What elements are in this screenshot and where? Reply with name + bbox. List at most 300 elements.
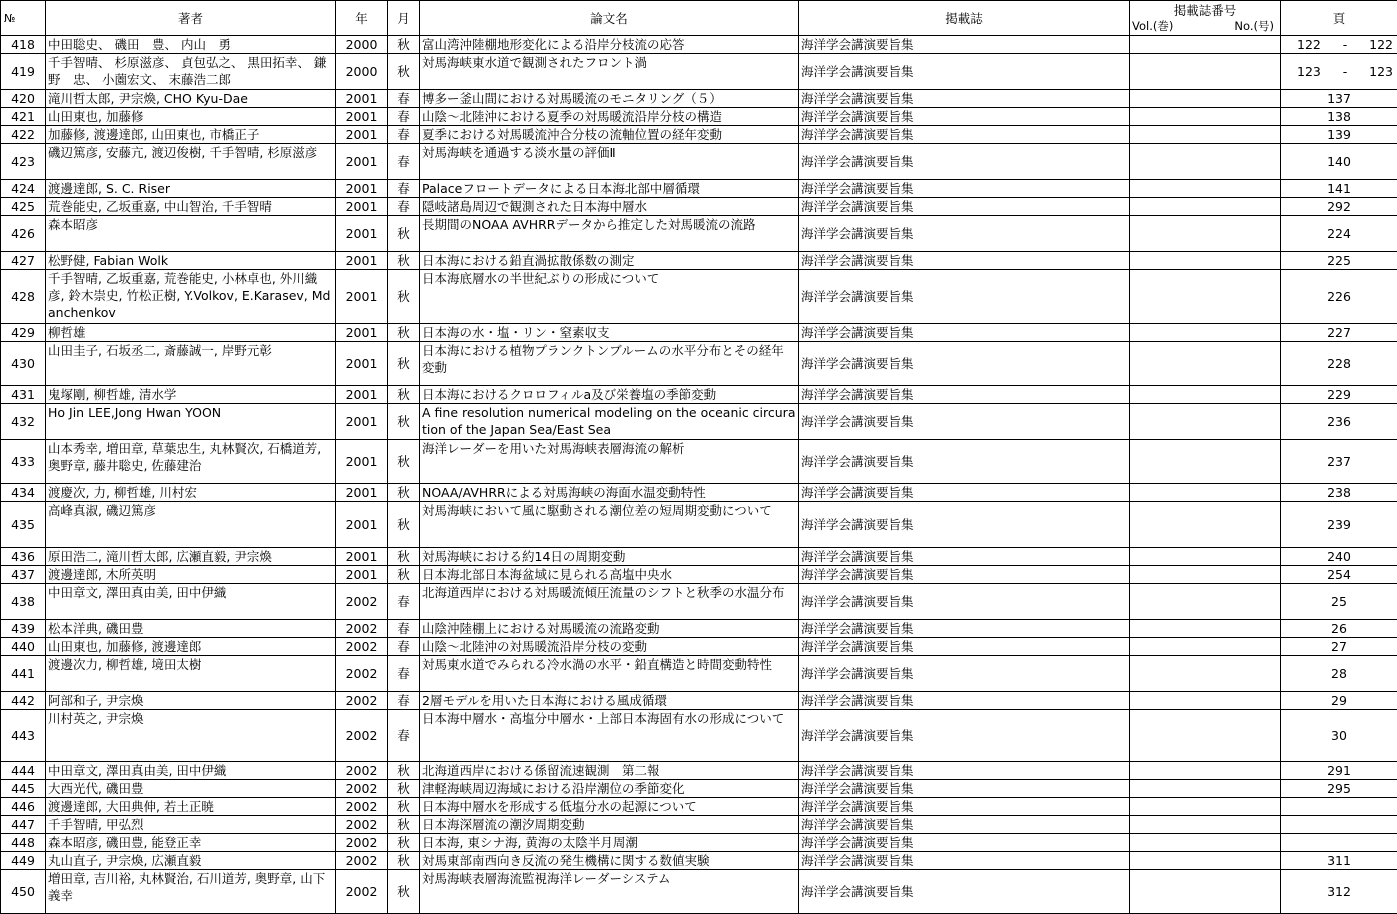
header-num: No.(号)	[1234, 19, 1274, 33]
row-year: 2001	[336, 252, 388, 270]
row-year: 2001	[336, 126, 388, 144]
row-title: 山陰沖陸棚上における対馬暖流の流路変動	[420, 620, 799, 638]
row-title: 隠岐諸島周辺で観測された日本海中層水	[420, 198, 799, 216]
row-author: 大西光代, 磯田豊	[46, 780, 336, 798]
row-page: 227	[1281, 324, 1397, 342]
row-title: 日本海における植物プランクトンブルームの水平分布とその経年変動	[420, 342, 799, 386]
table-row	[1, 692, 1397, 710]
row-journal: 海洋学会講演要旨集	[799, 216, 1130, 252]
row-title: 津軽海峡周辺海域における沿岸潮位の季節変化	[420, 780, 799, 798]
table-row	[1, 834, 1397, 852]
row-page: 224	[1281, 216, 1397, 252]
page-to: 123	[1369, 64, 1393, 79]
row-volume	[1130, 90, 1281, 108]
row-page: 236	[1281, 404, 1397, 440]
row-month: 春	[388, 710, 420, 762]
row-no: 443	[1, 710, 46, 762]
row-volume	[1130, 584, 1281, 620]
row-journal: 海洋学会講演要旨集	[799, 798, 1130, 816]
table-row	[1, 502, 1397, 548]
row-author: 増田章, 吉川裕, 丸林賢治, 石川道芳, 奥野章, 山下義幸	[46, 870, 336, 914]
row-volume	[1130, 656, 1281, 692]
row-month: 秋	[388, 816, 420, 834]
row-page: 225	[1281, 252, 1397, 270]
row-journal: 海洋学会講演要旨集	[799, 656, 1130, 692]
row-author: 松野健, Fabian Wolk	[46, 252, 336, 270]
row-no: 447	[1, 816, 46, 834]
row-title: 対馬海峡において風に駆動される潮位差の短周期変動について	[420, 502, 799, 548]
row-page: 238	[1281, 484, 1397, 502]
row-author: 滝川哲太郎, 尹宗煥, CHO Kyu-Dae	[46, 90, 336, 108]
row-page: 239	[1281, 502, 1397, 548]
row-page: 291	[1281, 762, 1397, 780]
row-page: 140	[1281, 144, 1397, 180]
row-no: 422	[1, 126, 46, 144]
row-title: 長期間のNOAA AVHRRデータから推定した対馬暖流の流路	[420, 216, 799, 252]
row-page: 27	[1281, 638, 1397, 656]
table-row	[1, 566, 1397, 584]
row-volume	[1130, 324, 1281, 342]
row-volume	[1130, 342, 1281, 386]
page-from: 123	[1297, 64, 1321, 79]
row-title: 北海道西岸における対馬暖流傾圧流量のシフトと秋季の水温分布	[420, 584, 799, 620]
row-journal: 海洋学会講演要旨集	[799, 252, 1130, 270]
row-title: 2層モデルを用いた日本海における風成循環	[420, 692, 799, 710]
row-title: 対馬海峡表層海流監視海洋レーダーシステム	[420, 870, 799, 914]
row-author: 山田東也, 加藤修	[46, 108, 336, 126]
row-volume	[1130, 180, 1281, 198]
row-title: 日本海におけるクロロフィルa及び栄養塩の季節変動	[420, 386, 799, 404]
table-row	[1, 780, 1397, 798]
row-journal: 海洋学会講演要旨集	[799, 270, 1130, 324]
row-no: 427	[1, 252, 46, 270]
row-title: 対馬東部南西向き反流の発生機構に関する数値実験	[420, 852, 799, 870]
row-page: 26	[1281, 620, 1397, 638]
row-month: 秋	[388, 762, 420, 780]
row-volume	[1130, 620, 1281, 638]
row-year: 2002	[336, 620, 388, 638]
row-no: 423	[1, 144, 46, 180]
row-journal: 海洋学会講演要旨集	[799, 502, 1130, 548]
row-year: 2002	[336, 762, 388, 780]
row-title: 海洋レーダーを用いた対馬海峡表層海流の解析	[420, 440, 799, 484]
row-page: 237	[1281, 440, 1397, 484]
table-row	[1, 852, 1397, 870]
row-author: 山田東也, 加藤修, 渡邊達郎	[46, 638, 336, 656]
row-year: 2002	[336, 638, 388, 656]
header-title: 論文名	[420, 1, 799, 36]
row-volume	[1130, 798, 1281, 816]
row-year: 2001	[336, 324, 388, 342]
row-month: 秋	[388, 870, 420, 914]
row-month: 春	[388, 108, 420, 126]
row-author: 荒巻能史, 乙坂重嘉, 中山智治, 千手智晴	[46, 198, 336, 216]
row-journal: 海洋学会講演要旨集	[799, 692, 1130, 710]
row-volume	[1130, 126, 1281, 144]
row-month: 秋	[388, 780, 420, 798]
row-title: 富山湾沖陸棚地形変化による沿岸分枝流の応答	[420, 36, 799, 54]
row-volume	[1130, 198, 1281, 216]
table-row	[1, 36, 1397, 54]
row-author: 高峰真淑, 磯辺篤彦	[46, 502, 336, 548]
row-year: 2001	[336, 386, 388, 404]
row-no: 425	[1, 198, 46, 216]
row-no: 430	[1, 342, 46, 386]
row-author: 中田章文, 澤田真由美, 田中伊織	[46, 762, 336, 780]
row-page	[1281, 54, 1397, 90]
table-row	[1, 548, 1397, 566]
row-no: 442	[1, 692, 46, 710]
row-title: A fine resolution numerical modeling on the oceanic circuration of the Japan Sea/East Sea	[420, 404, 799, 440]
row-title: 日本海, 東シナ海, 黄海の太陰半月周潮	[420, 834, 799, 852]
row-page: 292	[1281, 198, 1397, 216]
row-author: 渡邊達郎, 木所英明	[46, 566, 336, 584]
header-issue-label: 掲載誌番号	[1173, 3, 1237, 18]
row-author: 柳哲雄	[46, 324, 336, 342]
row-year: 2001	[336, 566, 388, 584]
row-no: 433	[1, 440, 46, 484]
row-volume	[1130, 870, 1281, 914]
row-year: 2002	[336, 816, 388, 834]
header-vol: Vol.(巻)	[1132, 19, 1174, 33]
row-page	[1281, 36, 1397, 54]
row-title: 日本海深層流の潮汐周期変動	[420, 816, 799, 834]
row-month: 春	[388, 692, 420, 710]
row-year: 2002	[336, 584, 388, 620]
table-row	[1, 108, 1397, 126]
row-page: 29	[1281, 692, 1397, 710]
row-no: 434	[1, 484, 46, 502]
row-title: 山陰～北陸沖の対馬暖流沿岸分枝の変動	[420, 638, 799, 656]
row-volume	[1130, 762, 1281, 780]
header-month: 月	[388, 1, 420, 36]
row-year: 2001	[336, 440, 388, 484]
row-page: 240	[1281, 548, 1397, 566]
row-year: 2002	[336, 852, 388, 870]
row-no: 421	[1, 108, 46, 126]
row-page: 141	[1281, 180, 1397, 198]
row-page: 295	[1281, 780, 1397, 798]
row-journal: 海洋学会講演要旨集	[799, 108, 1130, 126]
row-journal: 海洋学会講演要旨集	[799, 710, 1130, 762]
row-no: 428	[1, 270, 46, 324]
row-title: Palaceフロートデータによる日本海北部中層循環	[420, 180, 799, 198]
table-body	[1, 36, 1397, 914]
row-month: 秋	[388, 852, 420, 870]
row-no: 420	[1, 90, 46, 108]
row-no: 426	[1, 216, 46, 252]
row-page: 30	[1281, 710, 1397, 762]
row-no: 436	[1, 548, 46, 566]
table-row	[1, 440, 1397, 484]
table-row	[1, 816, 1397, 834]
row-month: 春	[388, 90, 420, 108]
row-title: 対馬海峡を通過する淡水量の評価Ⅱ	[420, 144, 799, 180]
row-title: 博多ー釜山間における対馬暖流のモニタリング（５）	[420, 90, 799, 108]
table-row	[1, 342, 1397, 386]
table-row	[1, 386, 1397, 404]
table-row	[1, 270, 1397, 324]
table-row	[1, 198, 1397, 216]
row-journal: 海洋学会講演要旨集	[799, 834, 1130, 852]
row-title: 夏季における対馬暖流沖合分枝の流軸位置の経年変動	[420, 126, 799, 144]
row-month: 春	[388, 180, 420, 198]
row-year: 2002	[336, 692, 388, 710]
row-month: 秋	[388, 798, 420, 816]
table-row	[1, 620, 1397, 638]
row-page: 229	[1281, 386, 1397, 404]
row-month: 秋	[388, 252, 420, 270]
header-year: 年	[336, 1, 388, 36]
row-journal: 海洋学会講演要旨集	[799, 36, 1130, 54]
row-author: 丸山直子, 尹宗煥, 広瀬直毅	[46, 852, 336, 870]
row-author: 松本洋典, 磯田豊	[46, 620, 336, 638]
header-row	[1, 1, 1397, 36]
row-page: 139	[1281, 126, 1397, 144]
row-volume	[1130, 834, 1281, 852]
row-page	[1281, 798, 1397, 816]
row-volume	[1130, 692, 1281, 710]
table-row	[1, 54, 1397, 90]
row-title: 対馬海峡東水道で観測されたフロント渦	[420, 54, 799, 90]
page-from: 122	[1297, 37, 1321, 52]
row-month: 春	[388, 656, 420, 692]
row-no: 432	[1, 404, 46, 440]
row-no: 441	[1, 656, 46, 692]
row-no: 419	[1, 54, 46, 90]
table-row	[1, 656, 1397, 692]
page-sep: -	[1342, 37, 1348, 52]
row-title: 日本海における鉛直渦拡散係数の測定	[420, 252, 799, 270]
row-page: 28	[1281, 656, 1397, 692]
table-row	[1, 798, 1397, 816]
row-journal: 海洋学会講演要旨集	[799, 90, 1130, 108]
row-volume	[1130, 252, 1281, 270]
row-year: 2002	[336, 656, 388, 692]
row-journal: 海洋学会講演要旨集	[799, 870, 1130, 914]
row-title: 対馬東水道でみられる冷水渦の水平・鉛直構造と時間変動特性	[420, 656, 799, 692]
row-author: 原田浩二, 滝川哲太郎, 広瀬直毅, 尹宗煥	[46, 548, 336, 566]
row-author: 森本昭彦	[46, 216, 336, 252]
row-journal: 海洋学会講演要旨集	[799, 584, 1130, 620]
row-no: 450	[1, 870, 46, 914]
row-no: 449	[1, 852, 46, 870]
row-title: NOAA/AVHRRによる対馬海峡の海面水温変動特性	[420, 484, 799, 502]
row-month: 春	[388, 620, 420, 638]
row-author: 中田聡史、 磯田 豊、 内山 勇	[46, 36, 336, 54]
row-year: 2001	[336, 484, 388, 502]
row-author: 川村英之, 尹宗煥	[46, 710, 336, 762]
table-row	[1, 180, 1397, 198]
header-author: 著者	[46, 1, 336, 36]
row-title: 対馬海峡における約14日の周期変動	[420, 548, 799, 566]
row-no: 445	[1, 780, 46, 798]
row-author: 中田章文, 澤田真由美, 田中伊織	[46, 584, 336, 620]
row-author: 磯辺篤彦, 安藤亢, 渡辺俊樹, 千手智晴, 杉原滋彦	[46, 144, 336, 180]
row-volume	[1130, 548, 1281, 566]
row-journal: 海洋学会講演要旨集	[799, 780, 1130, 798]
row-author: 山本秀幸, 増田章, 草葉忠生, 丸林賢次, 石橋道芳, 奥野章, 藤井聡史, 佐藤建治	[46, 440, 336, 484]
row-journal: 海洋学会講演要旨集	[799, 638, 1130, 656]
row-journal: 海洋学会講演要旨集	[799, 816, 1130, 834]
row-no: 435	[1, 502, 46, 548]
row-volume	[1130, 54, 1281, 90]
row-page: 254	[1281, 566, 1397, 584]
page-range	[1283, 36, 1395, 53]
row-year: 2000	[336, 36, 388, 54]
row-month: 秋	[388, 548, 420, 566]
row-year: 2002	[336, 834, 388, 852]
row-month: 春	[388, 584, 420, 620]
row-page: 228	[1281, 342, 1397, 386]
row-page: 25	[1281, 584, 1397, 620]
row-year: 2001	[336, 198, 388, 216]
row-month: 春	[388, 144, 420, 180]
header-no: №	[1, 1, 46, 36]
row-volume	[1130, 484, 1281, 502]
header-page: 頁	[1281, 1, 1397, 36]
row-volume	[1130, 780, 1281, 798]
row-journal: 海洋学会講演要旨集	[799, 620, 1130, 638]
row-month: 秋	[388, 216, 420, 252]
row-no: 431	[1, 386, 46, 404]
row-journal: 海洋学会講演要旨集	[799, 548, 1130, 566]
row-month: 春	[388, 638, 420, 656]
row-author: 渡邊達郎, S. C. Riser	[46, 180, 336, 198]
row-journal: 海洋学会講演要旨集	[799, 144, 1130, 180]
row-volume	[1130, 566, 1281, 584]
row-year: 2001	[336, 404, 388, 440]
row-month: 秋	[388, 502, 420, 548]
row-journal: 海洋学会講演要旨集	[799, 180, 1130, 198]
row-volume	[1130, 144, 1281, 180]
row-year: 2001	[336, 144, 388, 180]
row-no: 437	[1, 566, 46, 584]
row-author: Ho Jin LEE,Jong Hwan YOON	[46, 404, 336, 440]
row-year: 2001	[336, 216, 388, 252]
row-month: 秋	[388, 484, 420, 502]
row-title: 日本海北部日本海盆域に見られる高塩中央水	[420, 566, 799, 584]
row-journal: 海洋学会講演要旨集	[799, 762, 1130, 780]
row-journal: 海洋学会講演要旨集	[799, 404, 1130, 440]
table-row	[1, 324, 1397, 342]
row-title: 日本海中層水・高塩分中層水・上部日本海固有水の形成について	[420, 710, 799, 762]
row-title: 北海道西岸における係留流速観測 第二報	[420, 762, 799, 780]
row-page: 138	[1281, 108, 1397, 126]
row-month: 秋	[388, 404, 420, 440]
row-no: 444	[1, 762, 46, 780]
table-row	[1, 710, 1397, 762]
row-month: 秋	[388, 54, 420, 90]
row-year: 2001	[336, 270, 388, 324]
row-year: 2002	[336, 780, 388, 798]
row-volume	[1130, 36, 1281, 54]
row-journal: 海洋学会講演要旨集	[799, 386, 1130, 404]
row-author: 千手智晴, 乙坂重嘉, 荒巻能史, 小林卓也, 外川織彦, 鈴木崇史, 竹松正樹, Y.Volkov, E.Karasev, Mdanchenkov	[46, 270, 336, 324]
row-title: 日本海底層水の半世紀ぶりの形成について	[420, 270, 799, 324]
row-year: 2001	[336, 502, 388, 548]
row-volume	[1130, 404, 1281, 440]
row-volume	[1130, 710, 1281, 762]
row-year: 2001	[336, 548, 388, 566]
row-volume	[1130, 852, 1281, 870]
row-month: 秋	[388, 270, 420, 324]
row-year: 2001	[336, 90, 388, 108]
row-month: 秋	[388, 834, 420, 852]
row-journal: 海洋学会講演要旨集	[799, 324, 1130, 342]
row-year: 2001	[336, 180, 388, 198]
table-row	[1, 584, 1397, 620]
table-row	[1, 90, 1397, 108]
row-author: 渡慶次, 力, 柳哲雄, 川村宏	[46, 484, 336, 502]
row-volume	[1130, 270, 1281, 324]
row-volume	[1130, 816, 1281, 834]
row-page: 226	[1281, 270, 1397, 324]
row-month: 秋	[388, 566, 420, 584]
row-no: 440	[1, 638, 46, 656]
row-volume	[1130, 108, 1281, 126]
page-to: 122	[1369, 37, 1393, 52]
row-author: 千手智晴、 杉原滋彦、 貞包弘之、 黒田拓幸、 鎌野 忠、 小薗宏文、 末藤浩二郎	[46, 54, 336, 90]
row-no: 439	[1, 620, 46, 638]
row-author: 渡邊達郎, 大田典伸, 若土正暁	[46, 798, 336, 816]
row-author: 森本昭彦, 磯田豊, 能登正幸	[46, 834, 336, 852]
row-author: 鬼塚剛, 柳哲雄, 清水学	[46, 386, 336, 404]
row-journal: 海洋学会講演要旨集	[799, 440, 1130, 484]
table-row	[1, 762, 1397, 780]
row-no: 448	[1, 834, 46, 852]
row-journal: 海洋学会講演要旨集	[799, 852, 1130, 870]
row-page: 137	[1281, 90, 1397, 108]
row-author: 加藤修, 渡邊達郎, 山田東也, 市橋正子	[46, 126, 336, 144]
table-row	[1, 484, 1397, 502]
row-author: 千手智晴, 甲弘烈	[46, 816, 336, 834]
header-issue	[1130, 1, 1281, 36]
row-page	[1281, 816, 1397, 834]
row-year: 2001	[336, 108, 388, 126]
row-month: 秋	[388, 342, 420, 386]
row-no: 424	[1, 180, 46, 198]
header-journal: 掲載誌	[799, 1, 1130, 36]
table-row	[1, 216, 1397, 252]
row-month: 春	[388, 198, 420, 216]
row-title: 山陰～北陸沖における夏季の対馬暖流沿岸分枝の構造	[420, 108, 799, 126]
row-year: 2002	[336, 710, 388, 762]
row-page: 311	[1281, 852, 1397, 870]
row-month: 春	[388, 126, 420, 144]
table-row	[1, 252, 1397, 270]
row-journal: 海洋学会講演要旨集	[799, 484, 1130, 502]
row-journal: 海洋学会講演要旨集	[799, 342, 1130, 386]
row-no: 438	[1, 584, 46, 620]
row-month: 秋	[388, 36, 420, 54]
table-row	[1, 144, 1397, 180]
row-month: 秋	[388, 386, 420, 404]
row-author: 阿部和子, 尹宗煥	[46, 692, 336, 710]
table-row	[1, 870, 1397, 914]
row-journal: 海洋学会講演要旨集	[799, 566, 1130, 584]
row-journal: 海洋学会講演要旨集	[799, 54, 1130, 90]
row-journal: 海洋学会講演要旨集	[799, 126, 1130, 144]
row-journal: 海洋学会講演要旨集	[799, 198, 1130, 216]
row-year: 2001	[336, 342, 388, 386]
row-year: 2002	[336, 870, 388, 914]
row-no: 418	[1, 36, 46, 54]
row-volume	[1130, 216, 1281, 252]
row-volume	[1130, 638, 1281, 656]
page-sep: -	[1342, 64, 1348, 79]
row-no: 429	[1, 324, 46, 342]
